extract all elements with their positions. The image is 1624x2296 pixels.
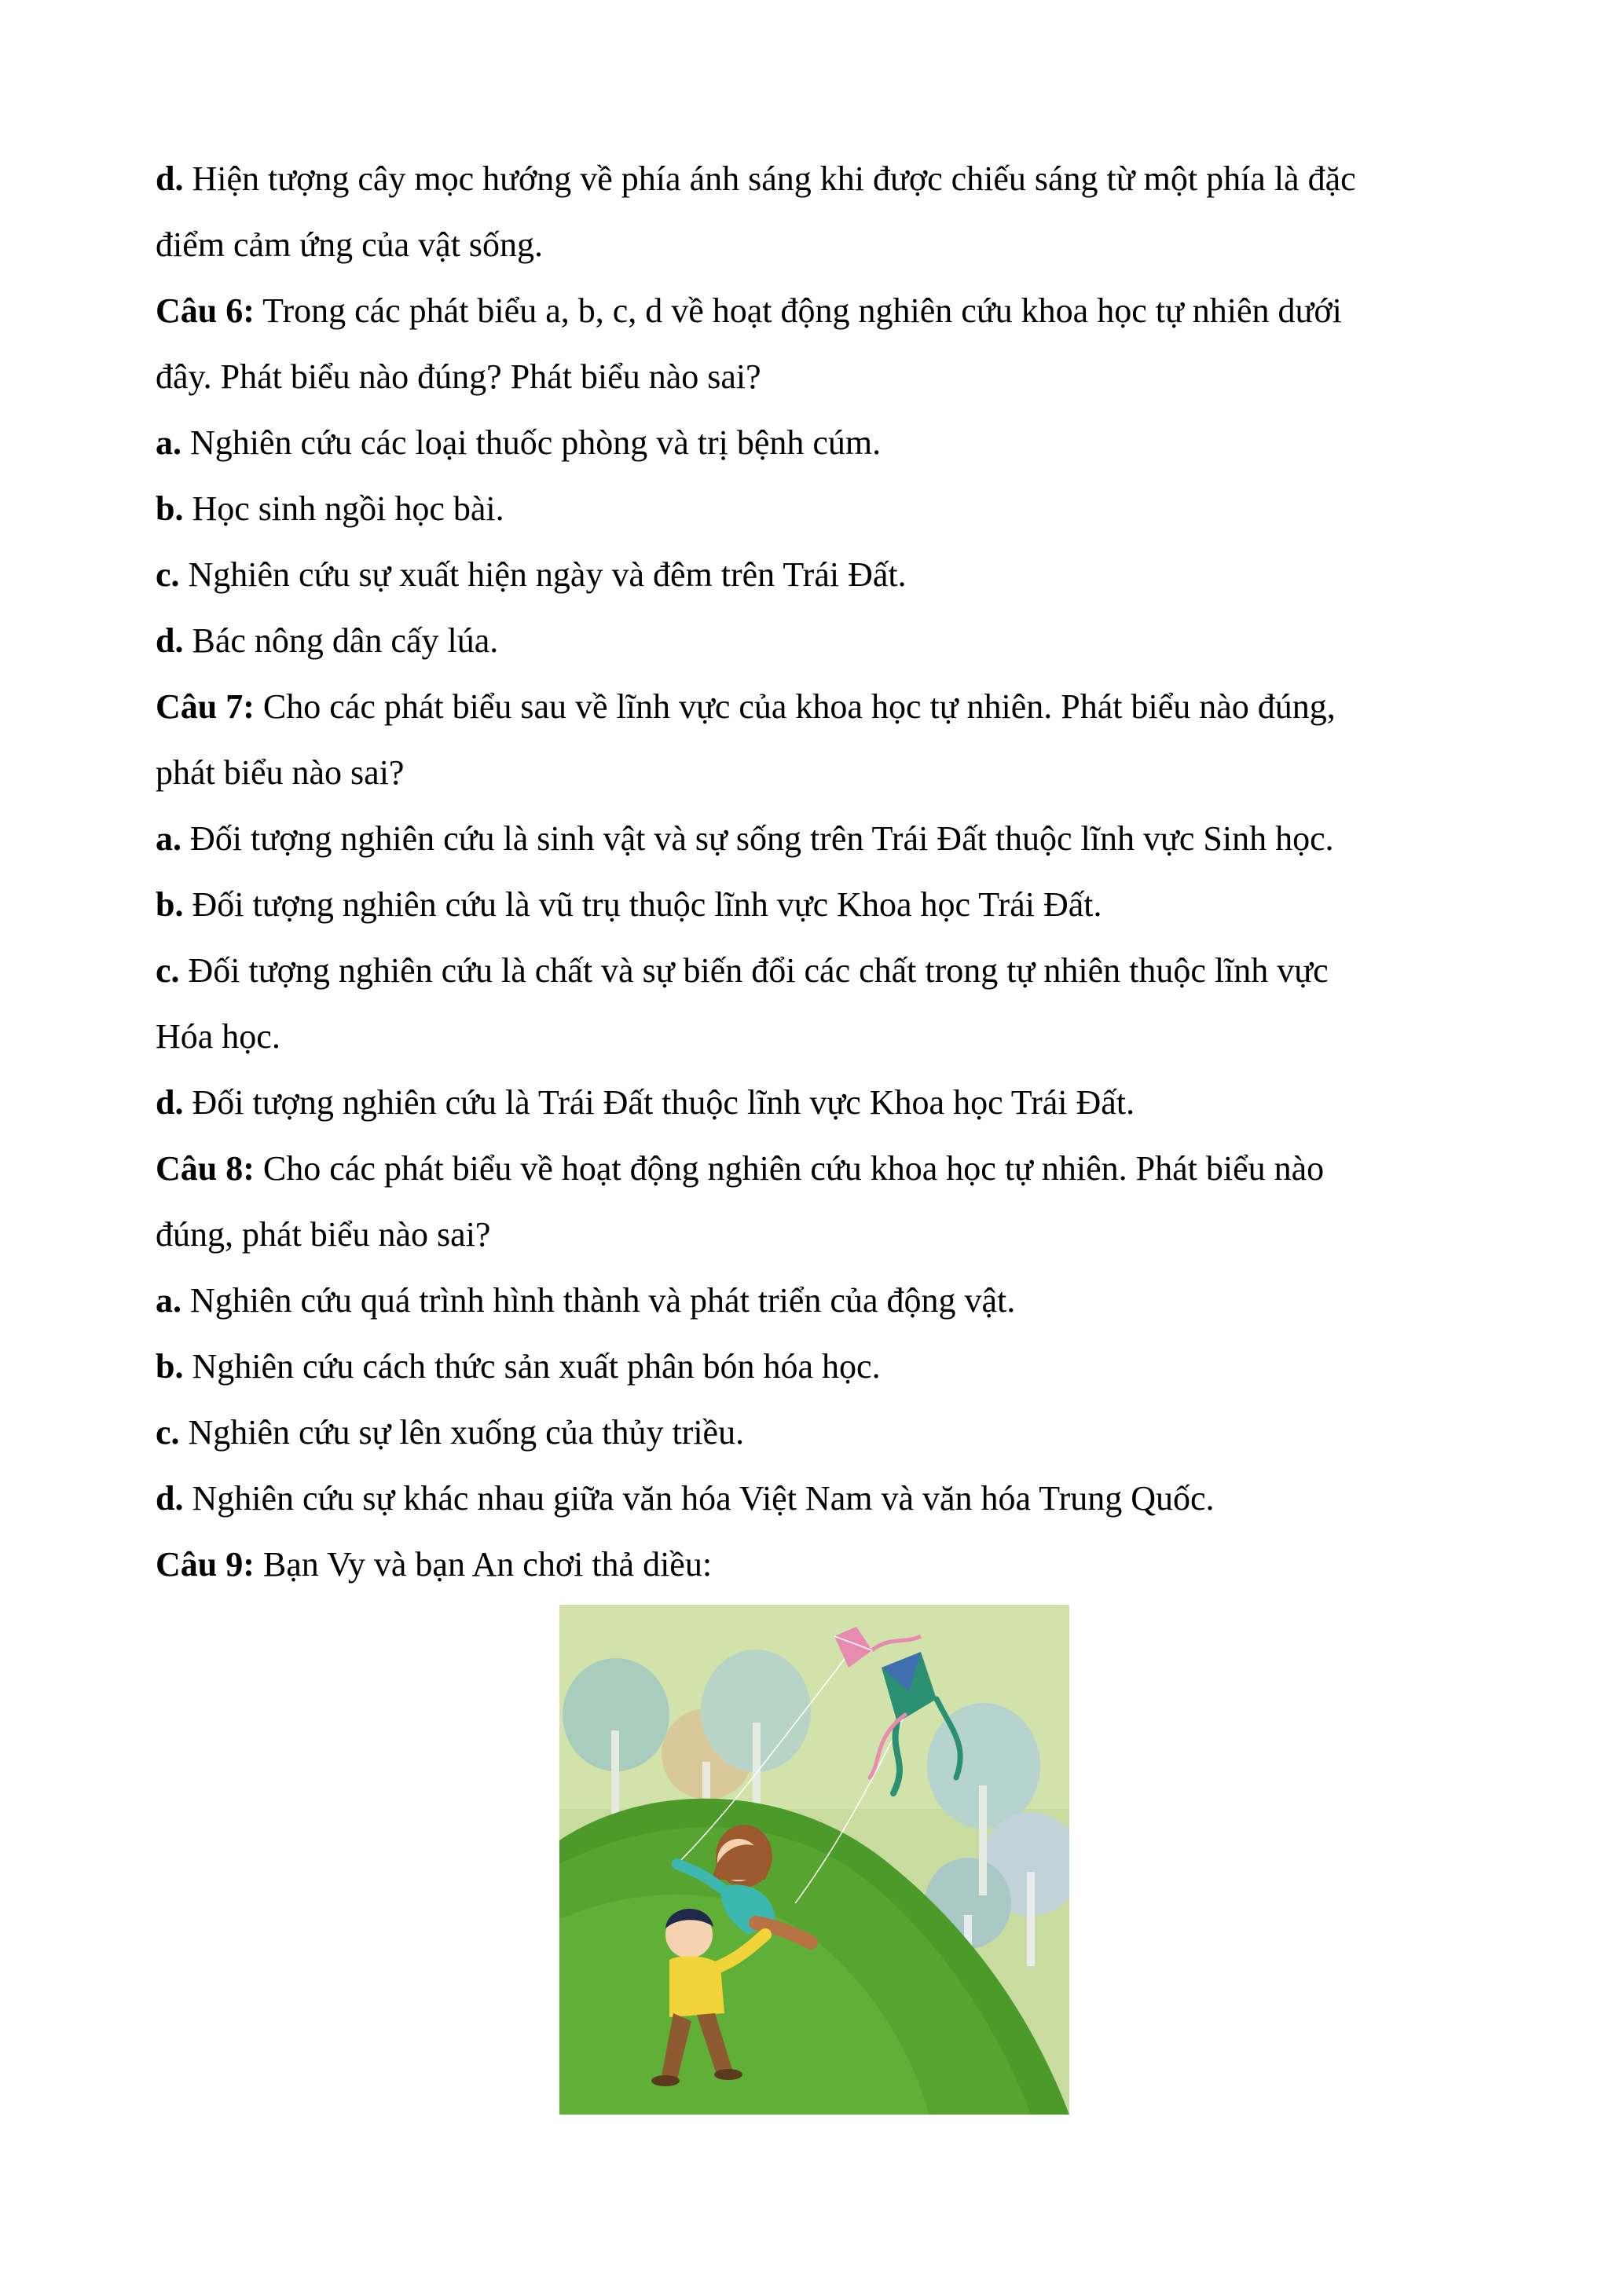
question-text: Trong các phát biểu a, b, c, d về hoạt động nghiên cứu khoa học tự nhiên dưới xyxy=(254,291,1342,330)
option-label: c. xyxy=(156,951,180,990)
option-label: c. xyxy=(156,1413,180,1452)
option-label: a. xyxy=(156,1281,181,1320)
option-label: d. xyxy=(156,621,184,660)
option-label: b. xyxy=(156,1347,184,1386)
option-text: Bác nông dân cấy lúa. xyxy=(183,621,499,660)
option-label: a. xyxy=(156,423,181,462)
question-6 xyxy=(156,287,1342,335)
question-7-option-c xyxy=(156,947,1329,994)
question-text: phát biểu nào sai? xyxy=(156,753,405,792)
option-text: Đối tượng nghiên cứu là Trái Đất thuộc lĩnh vực Khoa học Trái Đất. xyxy=(183,1083,1135,1122)
option-label: c. xyxy=(156,555,180,594)
question-label: Câu 7: xyxy=(156,687,255,726)
question-8-option-a xyxy=(156,1277,1015,1324)
option-text: Đối tượng nghiên cứu là vũ trụ thuộc lĩnh vực Khoa học Trái Đất. xyxy=(183,885,1102,924)
question-7-option-a xyxy=(156,815,1334,862)
question-text: đúng, phát biểu nào sai? xyxy=(156,1215,491,1254)
answer-d-line xyxy=(156,156,1356,203)
answer-d-line-continued xyxy=(156,222,543,269)
question-9 xyxy=(156,1541,712,1588)
question-7 xyxy=(156,683,1336,731)
question-label: Câu 6: xyxy=(156,291,255,330)
option-text: Đối tượng nghiên cứu là sinh vật và sự sống trên Trái Đất thuộc lĩnh vực Sinh học. xyxy=(181,819,1334,858)
option-label: d. xyxy=(156,1479,184,1518)
question-7-option-d xyxy=(156,1079,1135,1126)
question-text: Cho các phát biểu sau về lĩnh vực của khoa học tự nhiên. Phát biểu nào đúng, xyxy=(254,687,1336,726)
option-text: Nghiên cứu sự lên xuống của thủy triều. xyxy=(179,1413,745,1452)
option-text: Nghiên cứu quá trình hình thành và phát triển của động vật. xyxy=(181,1281,1016,1320)
question-7-option-c-continued xyxy=(156,1013,280,1060)
question-8-option-d xyxy=(156,1475,1215,1522)
question-6-option-b xyxy=(156,485,504,533)
question-8-option-b xyxy=(156,1343,881,1390)
option-text: Nghiên cứu sự khác nhau giữa văn hóa Việt Nam và văn hóa Trung Quốc. xyxy=(183,1479,1215,1518)
option-label: b. xyxy=(156,885,184,924)
question-6-option-a xyxy=(156,419,881,467)
option-text: Đối tượng nghiên cứu là chất và sự biến đổi các chất trong tự nhiên thuộc lĩnh vực xyxy=(179,951,1329,990)
question-text: đây. Phát biểu nào đúng? Phát biểu nào sai? xyxy=(156,357,761,396)
option-text: Nghiên cứu các loại thuốc phòng và trị bệnh cúm. xyxy=(181,423,882,462)
question-7-continued xyxy=(156,749,404,796)
option-text: Nghiên cứu sự xuất hiện ngày và đêm trên Trái Đất. xyxy=(179,555,907,594)
option-label: d. xyxy=(156,1083,184,1122)
question-7-option-b xyxy=(156,881,1102,928)
question-8-option-c xyxy=(156,1409,744,1456)
option-text: Học sinh ngồi học bài. xyxy=(183,489,504,528)
option-text: Hóa học. xyxy=(156,1017,280,1056)
question-6-option-d xyxy=(156,617,498,665)
question-8-continued xyxy=(156,1211,490,1258)
kite-flying-children-icon xyxy=(559,1605,1069,2115)
item-label: d. xyxy=(156,159,184,198)
question-text: Bạn Vy và bạn An chơi thả diều: xyxy=(254,1545,713,1584)
kite-flying-illustration xyxy=(559,1605,1069,2115)
item-text: Hiện tượng cây mọc hướng về phía ánh sáng khi được chiếu sáng từ một phía là đặc xyxy=(183,159,1356,198)
option-label: a. xyxy=(156,819,181,858)
question-6-option-c xyxy=(156,551,907,599)
item-text: điểm cảm ứng của vật sống. xyxy=(156,225,544,264)
option-label: b. xyxy=(156,489,184,528)
question-6-continued xyxy=(156,353,761,401)
question-label: Câu 8: xyxy=(156,1149,255,1188)
question-text: Cho các phát biểu về hoạt động nghiên cứu khoa học tự nhiên. Phát biểu nào xyxy=(254,1149,1325,1188)
option-text: Nghiên cứu cách thức sản xuất phân bón hóa học. xyxy=(183,1347,881,1386)
question-label: Câu 9: xyxy=(156,1545,255,1584)
question-8 xyxy=(156,1145,1324,1192)
